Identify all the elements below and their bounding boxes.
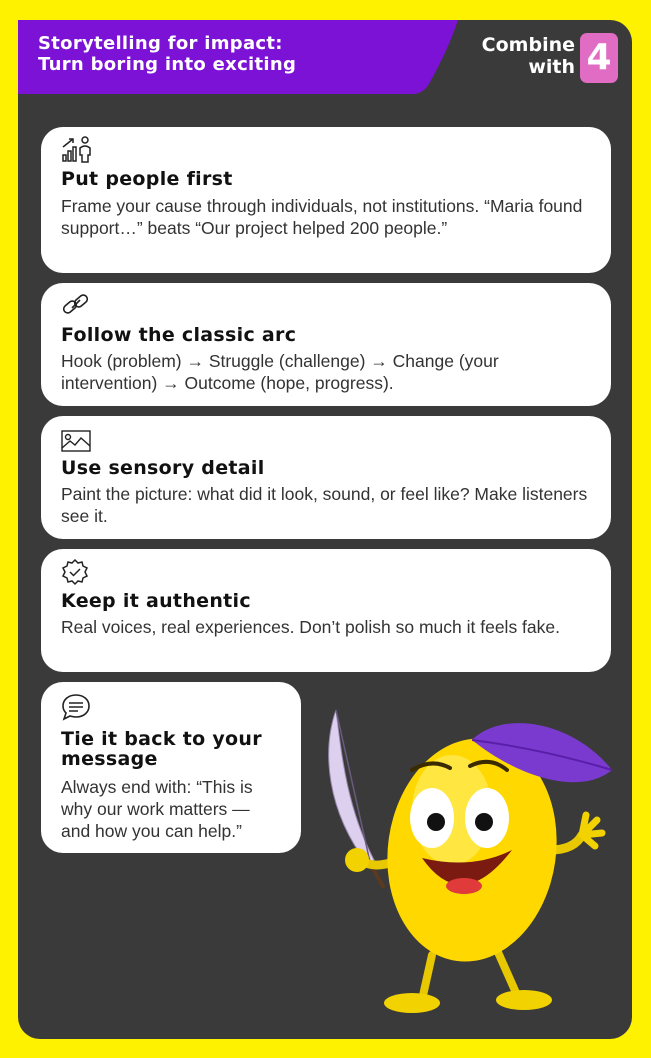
speech-bubble-icon: [61, 693, 91, 725]
tip-card-authentic: [41, 549, 611, 672]
combine-label-line-1: Combine: [481, 34, 575, 56]
card-body: Frame your cause through individuals, not institutions. “Maria found support…” beats “Our project helped 200 people.”: [61, 196, 583, 238]
card-body: Paint the picture: what did it look, sound, or feel like? Make listeners see it.: [61, 484, 588, 526]
tip-card-classic-arc: [41, 283, 611, 406]
card-heading: Put people first: [61, 168, 233, 190]
tip-card-sensory-detail: [41, 416, 611, 539]
tip-card-people-first: [41, 127, 611, 273]
verified-badge-icon: [61, 558, 89, 590]
title-line-1: Storytelling for impact:: [38, 33, 283, 54]
card-heading-line-1: Tie it back to your: [61, 728, 262, 750]
card-heading: Use sensory detail: [61, 457, 265, 479]
card-heading: Keep it authentic: [61, 590, 251, 612]
title-line-2: Turn boring into exciting: [38, 54, 297, 75]
title-banner: [18, 20, 458, 94]
card-heading: Follow the classic arc: [61, 324, 297, 346]
link-icon: [61, 291, 91, 323]
card-body: Hook (problem) → Struggle (challenge) → Change (your intervention) → Outcome (hope, progress).: [61, 351, 499, 393]
growth-person-icon: [61, 135, 93, 167]
card-body: Always end with: “This is why our work matters — and how you can help.”: [61, 777, 253, 841]
lemon-mascot-with-quill: [312, 700, 622, 1030]
landscape-image-icon: [61, 430, 91, 456]
combine-label-line-2: with: [528, 56, 575, 78]
card-body: Real voices, real experiences. Don’t polish so much it feels fake.: [61, 617, 560, 637]
card-heading: [61, 729, 291, 769]
combine-number-badge: 4: [580, 33, 618, 83]
card-heading-line-2: message: [61, 748, 158, 770]
page-title: [38, 33, 296, 75]
combine-label: [470, 34, 575, 78]
tip-card-tie-back: [41, 682, 301, 853]
